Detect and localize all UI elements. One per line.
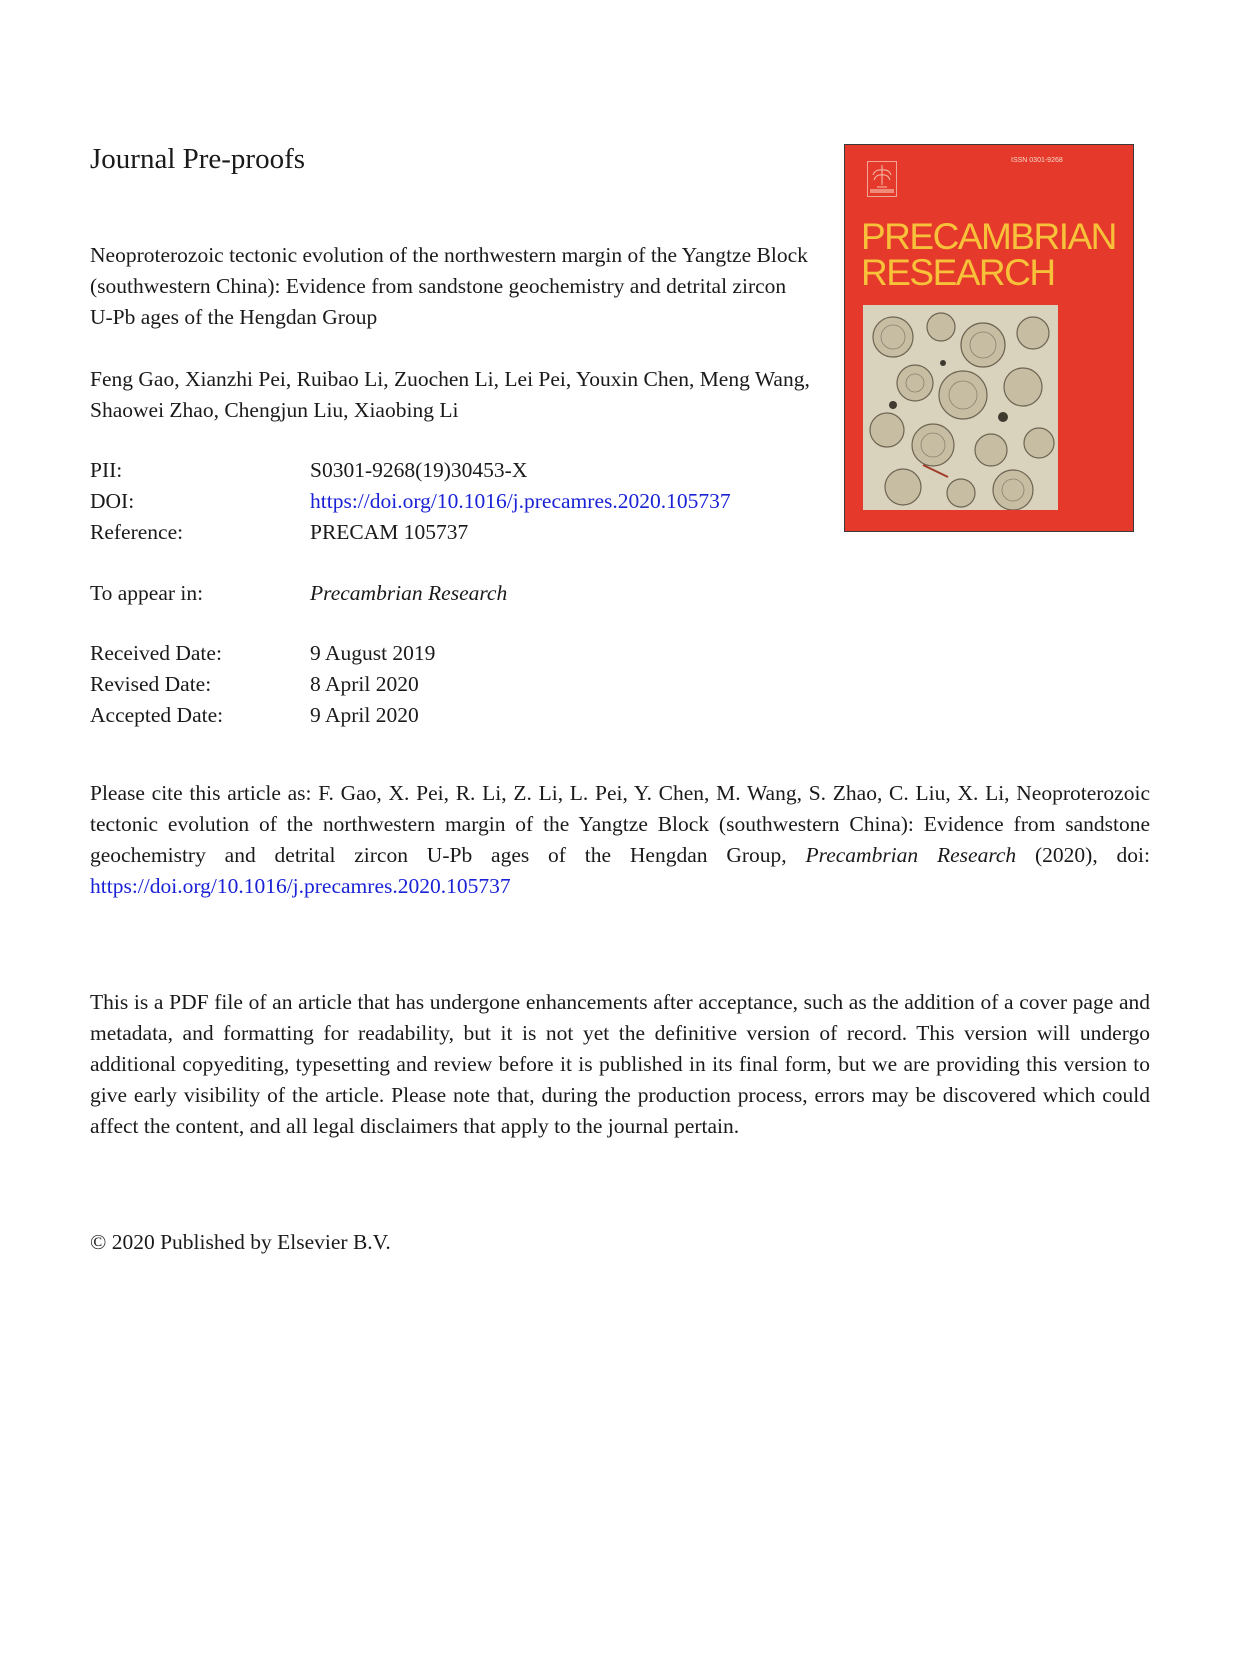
author-list: Feng Gao, Xianzhi Pei, Ruibao Li, Zuochen Li, Lei Pei, Youxin Chen, Meng Wang, Shaowei Zhao, Chengjun Liu, Xiaobing Li <box>90 367 810 422</box>
identifier-block <box>90 455 731 548</box>
reference-row <box>90 517 731 548</box>
pii-value: S0301-9268(19)30453-X <box>310 458 528 482</box>
dates-block <box>90 638 435 731</box>
cover-micrograph-image <box>863 305 1058 510</box>
citation-suffix: (2020), doi: <box>1016 843 1150 867</box>
appear-journal: Precambrian Research <box>310 581 508 605</box>
received-date: 9 August 2019 <box>310 641 436 665</box>
copyright-notice: © 2020 Published by Elsevier B.V. <box>90 1230 391 1254</box>
cover-issn: ISSN 0301-9268 <box>1011 157 1063 164</box>
pii-label: PII: <box>90 458 123 482</box>
doi-link[interactable]: https://doi.org/10.1016/j.precamres.2020.105737 <box>310 489 731 513</box>
revised-row <box>90 669 435 700</box>
appear-block <box>90 578 507 609</box>
citation-text: Please cite this article as: F. Gao, X. Pei, R. Li, Z. Li, L. Pei, Y. Chen, M. Wang, S. Zhao, C. Liu, X. Li, Neoproterozoic tectonic evolution of the northwestern margin of the Yangtze Block (southwestern China): Evidence from sandstone geochemistry and detrital zircon U-Pb ages of the Hengdan Group, <box>90 781 1150 867</box>
accepted-row <box>90 700 435 731</box>
pii-row <box>90 455 731 486</box>
journal-cover-image <box>844 144 1134 532</box>
citation-paragraph <box>90 778 1150 902</box>
accepted-date: 9 April 2020 <box>310 703 419 727</box>
doi-row <box>90 486 731 517</box>
reference-label: Reference: <box>90 520 184 544</box>
reference-value: PRECAM 105737 <box>310 520 469 544</box>
elsevier-logo-icon <box>867 161 897 197</box>
cover-title <box>861 216 1116 293</box>
revised-label: Revised Date: <box>90 672 212 696</box>
citation-journal: Precambrian Research <box>805 843 1017 867</box>
disclaimer-paragraph: This is a PDF file of an article that has undergone enhancements after acceptance, such as the addition of a cover page and metadata, and formatting for readability, but it is not yet the definitive version of record. This version will undergo additional copyediting, typesetting and review before it is published in its final form, but we are providing this version to give early visibility of the article. Please note that, during the production process, errors may be discovered which could affect the content, and all legal disclaimers that apply to the journal pertain. <box>90 990 1150 1138</box>
doi-label: DOI: <box>90 489 135 513</box>
article-title: Neoproterozoic tectonic evolution of the northwestern margin of the Yangtze Block (southwestern China): Evidence from sandstone geochemistry and detrital zircon U-Pb ages of the Hengdan Group <box>90 243 808 329</box>
citation-doi-link[interactable]: https://doi.org/10.1016/j.precamres.2020.105737 <box>90 874 511 898</box>
journal-heading: Journal Pre-proofs <box>90 143 306 175</box>
appear-label: To appear in: <box>90 581 204 605</box>
appear-row <box>90 578 507 609</box>
cover-title-line1: PRECAMBRIAN <box>861 216 1116 257</box>
revised-date: 8 April 2020 <box>310 672 419 696</box>
received-row <box>90 638 435 669</box>
received-label: Received Date: <box>90 641 222 665</box>
cover-title-line2: RESEARCH <box>861 252 1055 293</box>
accepted-label: Accepted Date: <box>90 703 224 727</box>
